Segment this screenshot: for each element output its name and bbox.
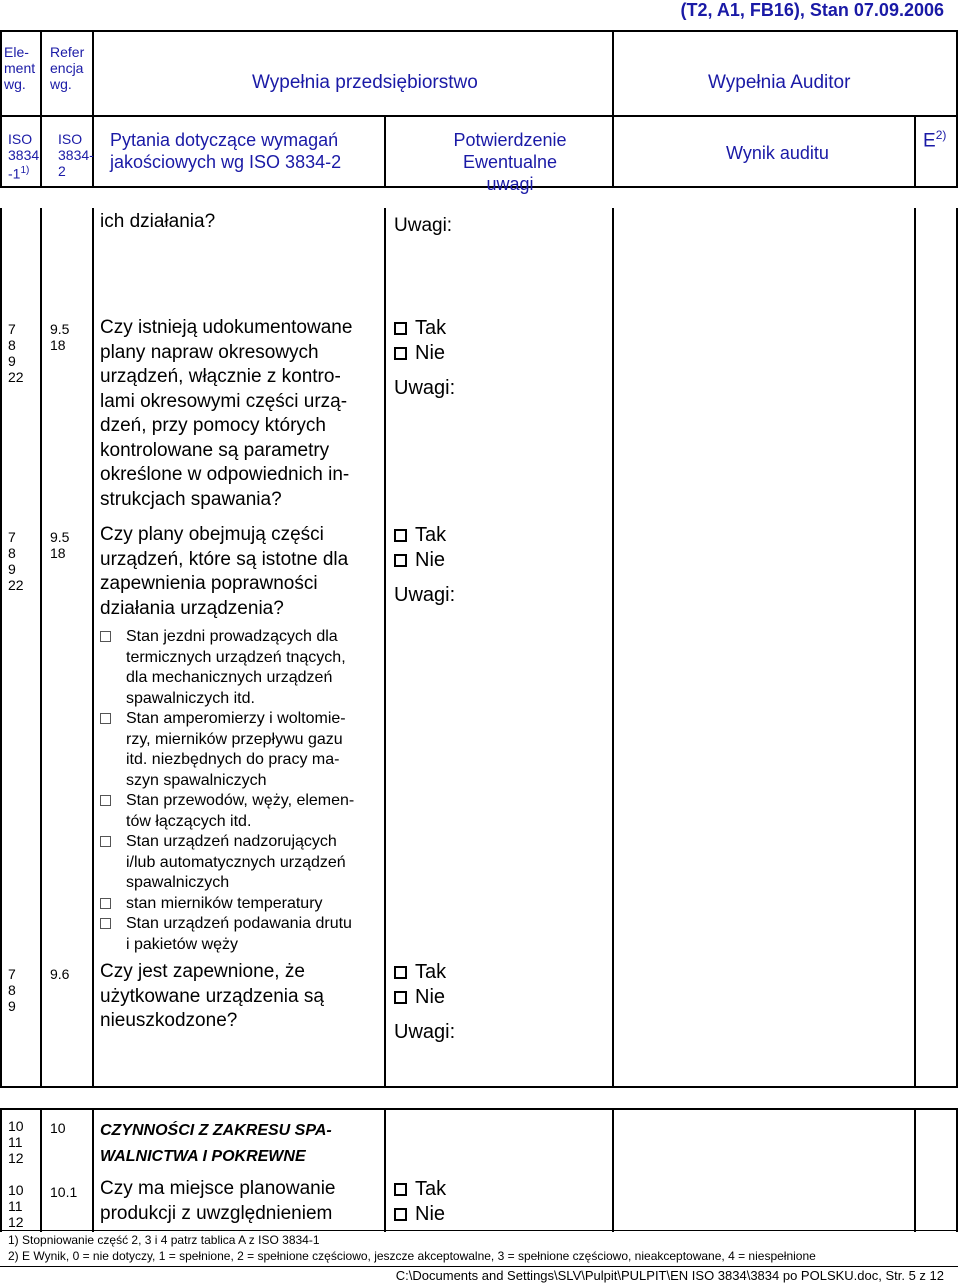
header-divider xyxy=(914,116,916,188)
element-numbers: 10 11 12 xyxy=(8,1182,24,1230)
checkbox-icon[interactable] xyxy=(394,554,407,567)
reference-numbers: 10.1 xyxy=(50,1184,78,1200)
checkbox-icon[interactable] xyxy=(394,529,407,542)
bullet-list xyxy=(100,627,380,955)
header-fills-auditor: Wypełnia Auditor xyxy=(708,72,851,93)
notes-label: Uwagi: xyxy=(394,584,456,606)
body2-left-border xyxy=(0,1108,2,1232)
answer-options xyxy=(394,1177,446,1227)
header-confirmation-title: Potwierdzenie Ewentualne uwagi xyxy=(453,130,567,194)
question-text: ich działania? xyxy=(100,211,216,232)
header-element-col: Ele- ment wg. xyxy=(4,44,36,92)
answer-options xyxy=(394,316,455,401)
body-divider xyxy=(612,208,614,1088)
answer-yes[interactable]: Tak xyxy=(394,960,455,985)
reference-numbers: 9.6 xyxy=(50,966,70,982)
bullet-icon xyxy=(100,795,111,806)
answer-no[interactable]: Nie xyxy=(394,548,455,573)
question-text: Czy jest zapewnione, że użytkowane urządzenia są nieuszkodzone? xyxy=(100,961,324,1031)
notes-label: Uwagi: xyxy=(394,215,453,236)
answer-yes[interactable]: Tak xyxy=(394,316,455,341)
body2-divider xyxy=(92,1108,94,1232)
body-divider xyxy=(92,208,94,1088)
list-item: Stan urządzeń podawania drutu i pakietów węży xyxy=(100,914,380,955)
footer-path: C:\Documents and Settings\SLV\Pulpit\PULPIT\EN ISO 3834\3834 po POLSKU.doc, Str. 5 z 12 xyxy=(395,1268,944,1283)
answer-no[interactable]: Nie xyxy=(394,985,455,1010)
body2-divider xyxy=(384,1108,386,1232)
list-item: Stan jezdni prowadzących dla termicznych urządzeń tnących, dla mechanicznych urządzeń spawalniczych itd. xyxy=(100,627,380,709)
answer-options xyxy=(394,523,455,608)
body2-divider xyxy=(40,1108,42,1232)
bullet-icon xyxy=(100,918,111,929)
list-item: Stan przewodów, węży, elemen- tów łączących itd. xyxy=(100,791,380,832)
question-text: Czy ma miejsce planowanie produkcji z uwzględnieniem xyxy=(100,1178,336,1224)
header-audit-result: Wynik auditu xyxy=(726,143,829,163)
bullet-icon xyxy=(100,631,111,642)
header-divider xyxy=(612,30,614,188)
header-left-border xyxy=(0,30,2,188)
body2-top-border xyxy=(0,1108,958,1110)
header-divider xyxy=(40,30,42,188)
element-numbers: 7 8 9 22 xyxy=(8,321,24,385)
answer-no[interactable]: Nie xyxy=(394,1202,446,1227)
header-questions-title: Pytania dotyczące wymagań jakościowych wg ISO 3834-2 xyxy=(110,130,342,172)
element-numbers: 7 8 9 xyxy=(8,966,16,1014)
header-iso-3834-1: ISO 3834 -1$^{1)}$ xyxy=(8,131,40,182)
answer-yes[interactable]: Tak xyxy=(394,1177,446,1202)
footnote-separator xyxy=(0,1230,958,1231)
question-text: Czy plany obejmują części urządzeń, które są istotne dla zapewnienia poprawności działania urządzenia? xyxy=(100,524,349,619)
body-right-border xyxy=(956,208,958,1088)
footer-separator xyxy=(0,1266,958,1267)
header-fills-company: Wypełnia przedsiębiorstwo xyxy=(252,72,478,93)
list-item: stan mierników temperatury xyxy=(100,894,380,915)
body-bottom-border xyxy=(0,1086,958,1088)
body-divider xyxy=(40,208,42,1088)
answer-yes[interactable]: Tak xyxy=(394,523,455,548)
question-text: Czy istnieją udokumentowane plany napraw okresowych urządzeń, włącznie z kontro- lami okresowymi części urzą- dzeń, przy pomocy których kontrolowane są parametry określone w odpowiednich in- strukcjach spawania? xyxy=(100,317,353,510)
page-header: (T2, A1, FB16), Stan 07.09.2006 xyxy=(680,0,944,20)
body2-right-border xyxy=(956,1108,958,1232)
checkbox-icon[interactable] xyxy=(394,1183,407,1196)
footnotes xyxy=(8,1232,816,1264)
section-title: CZYNNOŚCI Z ZAKRESU SPA- WALNICTWA I POKREWNE xyxy=(100,1122,332,1165)
body-left-border xyxy=(0,208,2,1088)
body-divider xyxy=(914,208,916,1088)
reference-numbers: 9.5 18 xyxy=(50,321,70,353)
checkbox-icon[interactable] xyxy=(394,347,407,360)
answer-options xyxy=(394,960,455,1045)
header-divider xyxy=(384,116,386,188)
list-item: Stan amperomierzy i woltomie- rzy, mierników przepływu gazu itd. niezbędnych do pracy ma- szyn spawalniczych xyxy=(100,709,380,791)
header-iso-3834-2: ISO 3834- 2 xyxy=(58,131,94,179)
checkbox-icon[interactable] xyxy=(394,991,407,1004)
list-item: Stan urządzeń nadzorujących i/lub automatycznych urządzeń spawalniczych xyxy=(100,832,380,894)
body-divider xyxy=(384,208,386,1088)
header-right-border xyxy=(956,30,958,188)
notes-label: Uwagi: xyxy=(394,1021,456,1043)
header-top-border xyxy=(0,30,958,32)
checkbox-icon[interactable] xyxy=(394,1208,407,1221)
bullet-icon xyxy=(100,836,111,847)
bullet-icon xyxy=(100,898,111,909)
reference-numbers: 10 xyxy=(50,1120,66,1136)
header-reference-col: Refer encja wg. xyxy=(50,44,85,92)
checkbox-icon[interactable] xyxy=(394,322,407,335)
footnote-1: 1) Stopniowanie część 2, 3 i 4 patrz tablica A z ISO 3834-1 xyxy=(8,1233,320,1247)
bullet-icon xyxy=(100,713,111,724)
footnote-2: 2) E Wynik, 0 = nie dotyczy, 1 = spełnione, 2 = spełnione częściowo, jeszcze akceptowalne, 3 = spełnione częściowo, nieakceptowane, 4 = niespełnione xyxy=(8,1249,816,1263)
reference-numbers: 9.5 18 xyxy=(50,529,70,561)
notes-label: Uwagi: xyxy=(394,377,456,399)
header-e-score: $E^{2)}$ xyxy=(923,128,947,152)
checkbox-icon[interactable] xyxy=(394,966,407,979)
element-numbers: 10 11 12 xyxy=(8,1118,24,1166)
body2-divider xyxy=(612,1108,614,1232)
element-numbers: 7 8 9 22 xyxy=(8,529,24,593)
answer-no[interactable]: Nie xyxy=(394,341,455,366)
body2-divider xyxy=(914,1108,916,1232)
header-row-divider xyxy=(0,115,958,117)
